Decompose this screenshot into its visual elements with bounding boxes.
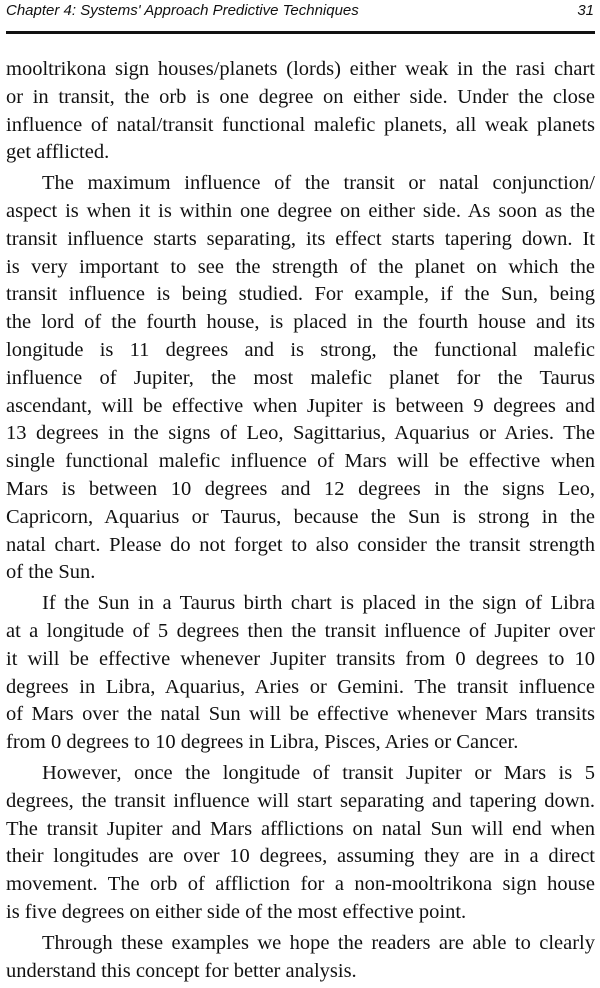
text-line: is very important to see the strength of the planet on which the xyxy=(6,255,595,278)
text-line: influence of Jupiter, the most malefic planet for the Taurus xyxy=(6,366,595,389)
text-line: However, once the longitude of transit Jupiter or Mars is 5 xyxy=(42,761,595,784)
paragraph xyxy=(6,56,595,167)
text-line: of the Sun. xyxy=(6,561,96,584)
page-body xyxy=(6,56,595,988)
text-line: is five degrees on either side of the most effective point. xyxy=(6,900,467,923)
text-line: mooltrikona sign houses/planets (lords) either weak in the rasi chart xyxy=(6,58,595,80)
text-line: aspect is when it is within one degree on either side. As soon as the xyxy=(6,199,595,222)
text-line: single functional malefic influence of Mars will be effective when xyxy=(6,450,595,473)
text-line: of Mars over the natal Sun will be effective whenever Mars transits xyxy=(6,703,595,726)
paragraph xyxy=(6,170,595,587)
text-line: transit influence starts separating, its effect starts tapering down. It xyxy=(6,227,595,250)
text-line: degrees, the transit influence will start separating and tapering down. xyxy=(6,789,595,812)
text-line: degrees in Libra, Aquarius, Aries or Gemini. The transit influence xyxy=(6,675,595,698)
text-line: If the Sun in a Taurus birth chart is placed in the sign of Libra xyxy=(42,592,595,615)
text-line: from 0 degrees to 10 degrees in Libra, Pisces, Aries or Cancer. xyxy=(6,731,519,754)
text-line: natal chart. Please do not forget to also consider the transit strength xyxy=(6,533,595,556)
text-line: understand this concept for better analysis. xyxy=(6,959,357,982)
header-rule xyxy=(6,31,595,34)
text-line: Mars is between 10 degrees and 12 degrees in the signs Leo, xyxy=(6,477,595,500)
text-line: 13 degrees in the signs of Leo, Sagittarius, Aquarius or Aries. The xyxy=(6,422,595,445)
text-line: influence of natal/transit functional malefic planets, all weak planets xyxy=(6,113,595,136)
running-header xyxy=(6,0,594,22)
page-number: 31 xyxy=(577,2,594,19)
text-line: the lord of the fourth house, is placed in the fourth house and its xyxy=(6,311,595,334)
paragraph xyxy=(6,760,595,927)
text-line: or in transit, the orb is one degree on either side. Under the close xyxy=(6,85,595,108)
text-line: Capricorn, Aquarius or Taurus, because the Sun is strong in the xyxy=(6,505,595,528)
text-line: longitude is 11 degrees and is strong, the functional malefic xyxy=(6,338,595,361)
text-line: Through these examples we hope the readers are able to clearly xyxy=(42,931,595,954)
paragraph xyxy=(6,930,595,986)
text-line: at a longitude of 5 degrees then the transit influence of Jupiter over xyxy=(6,619,595,642)
text-line: ascendant, will be effective when Jupiter is between 9 degrees and xyxy=(6,394,595,417)
text-line: it will be effective whenever Jupiter transits from 0 degrees to 10 xyxy=(6,647,595,670)
text-line: movement. The orb of affliction for a non-mooltrikona sign house xyxy=(6,873,595,896)
chapter-title: Chapter 4: Systems' Approach Predictive Techniques xyxy=(6,2,359,19)
text-line: transit influence is being studied. For example, if the Sun, being xyxy=(6,283,595,306)
paragraph xyxy=(6,590,595,757)
text-line: The maximum influence of the transit or natal conjunction/ xyxy=(42,172,595,195)
text-line: The transit Jupiter and Mars afflictions on natal Sun will end when xyxy=(6,817,595,840)
text-line: get afflicted. xyxy=(6,141,110,164)
text-line: their longitudes are over 10 degrees, assuming they are in a direct xyxy=(6,845,595,868)
